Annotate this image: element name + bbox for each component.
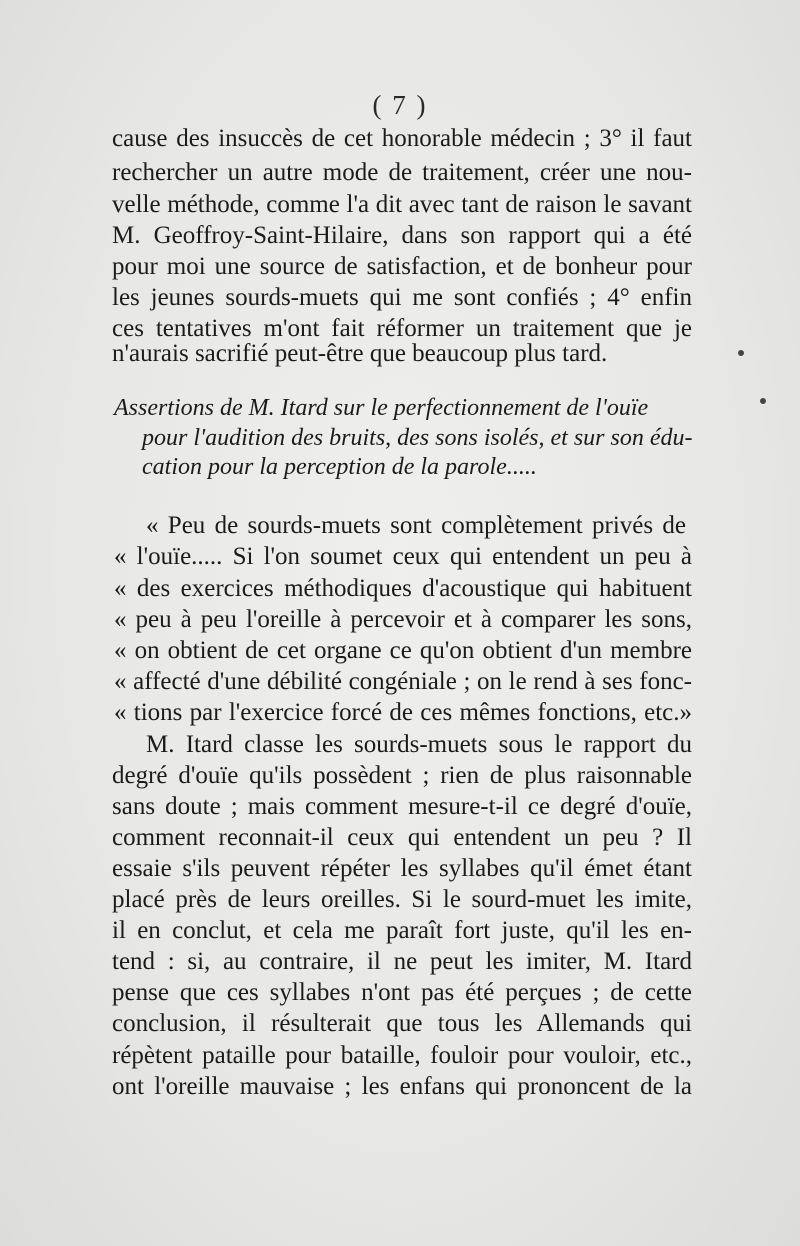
text-line: ont l'oreille mauvaise ; les enfans qui prononcent de la bbox=[112, 1073, 692, 1100]
text-line: « peu à peu l'oreille à percevoir et à comparer les sons, bbox=[114, 606, 692, 633]
ink-speck bbox=[738, 350, 744, 356]
text-line: cause des insuccès de cet honorable médecin ; 3° il faut bbox=[112, 125, 692, 152]
text-line: « des exercices méthodiques d'acoustique qui habituent bbox=[114, 575, 692, 602]
text-line: pour moi une source de satisfaction, et de bonheur pour bbox=[112, 253, 692, 280]
text-line: n'aurais sacrifié peut-être que beaucoup plus tard. bbox=[112, 340, 608, 367]
text-line: ces tentatives m'ont fait réformer un traitement que je bbox=[112, 315, 692, 342]
text-line: pense que ces syllabes n'ont pas été perçues ; de cette bbox=[112, 979, 692, 1006]
heading-line: Assertions de M. Itard sur le perfectionnement de l'ouïe bbox=[114, 395, 649, 421]
text-line: M. Itard classe les sourds-muets sous le rapport du bbox=[146, 731, 692, 758]
text-line: placé près de leurs oreilles. Si le sourd-muet les imite, bbox=[112, 886, 692, 913]
text-line: « on obtient de cet organe ce qu'on obtient d'un membre bbox=[114, 637, 692, 664]
text-line: il en conclut, et cela me paraît fort juste, qu'il les en- bbox=[112, 917, 692, 944]
text-line: rechercher un autre mode de traitement, créer une nou- bbox=[112, 159, 692, 186]
text-line: « Peu de sourds-muets sont complètement privés de bbox=[146, 512, 686, 539]
text-line: « l'ouïe..... Si l'on soumet ceux qui entendent un peu à bbox=[114, 543, 692, 570]
text-line: M. Geoffroy-Saint-Hilaire, dans son rapport qui a été bbox=[112, 222, 692, 249]
page-number: ( 7 ) bbox=[372, 90, 428, 120]
text-line: sans doute ; mais comment mesure-t-il ce degré d'ouïe, bbox=[112, 793, 692, 820]
text-line: « tions par l'exercice forcé de ces mêmes fonctions, etc.» bbox=[114, 699, 692, 726]
text-line: répètent pataille pour bataille, fouloir pour vouloir, etc., bbox=[112, 1042, 692, 1069]
text-line: degré d'ouïe qu'ils possèdent ; rien de plus raisonnable bbox=[112, 762, 692, 789]
text-line: velle méthode, comme l'a dit avec tant de raison le savant bbox=[112, 191, 692, 218]
text-line: les jeunes sourds-muets qui me sont confiés ; 4° enfin bbox=[112, 284, 692, 311]
ink-speck bbox=[760, 398, 766, 404]
text-line: comment reconnait-il ceux qui entendent un peu ? Il bbox=[112, 824, 692, 851]
text-line: tend : si, au contraire, il ne peut les imiter, M. Itard bbox=[112, 948, 692, 975]
text-line: « affecté d'une débilité congéniale ; on le rend à ses fonc- bbox=[114, 668, 692, 695]
heading-line: cation pour la perception de la parole..... bbox=[142, 454, 537, 480]
text-line: essaie s'ils peuvent répéter les syllabes qu'il émet étant bbox=[112, 855, 692, 882]
heading-line: pour l'audition des bruits, des sons isolés, et sur son édu- bbox=[142, 425, 693, 451]
text-line: conclusion, il résulterait que tous les Allemands qui bbox=[112, 1010, 692, 1037]
